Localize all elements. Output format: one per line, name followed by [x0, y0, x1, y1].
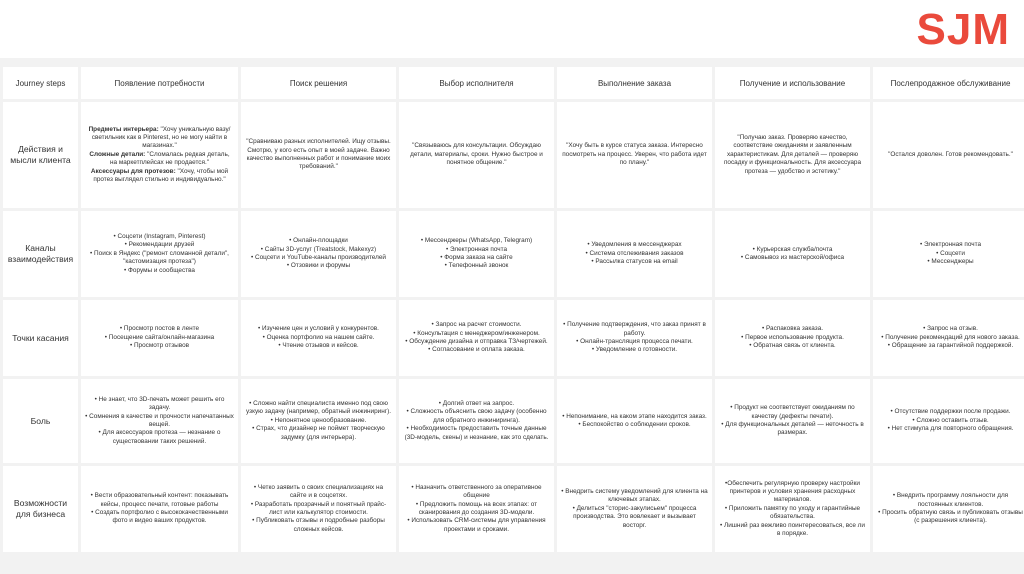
cell-line-text: • Форма заказа на сайте: [440, 254, 513, 261]
cell-line: [245, 417, 392, 425]
cell-line: [403, 425, 550, 442]
cell-line-text: • Соцсети и YouTube-каналы производителей: [251, 254, 386, 261]
journey-cell: [399, 102, 554, 208]
cell-line-text: • Обращение за гарантийной поддержкой.: [887, 342, 1014, 350]
cell-line-text: • Изучение цен и условий у конкурентов.: [258, 325, 379, 333]
cell-line-text: • Сложность объяснить свою задачу (особенно для обратного инжиниринга).: [406, 408, 547, 424]
cell-line: [403, 246, 550, 254]
cell-line-text: • Курьерская служба/почта: [752, 245, 833, 253]
journey-cell: [715, 300, 870, 376]
cell-line: [403, 142, 550, 167]
cell-line: [561, 338, 708, 346]
cell-line-text: • Получение подтверждения, что заказ принят в работу.: [563, 321, 706, 337]
cell-line: [561, 241, 708, 249]
cell-line-text: • Страх, что дизайнер не поймет творческую задумку (для интерьера).: [252, 425, 385, 441]
cell-line: [85, 429, 234, 446]
cell-line-text: • Для функциональных деталей — неточность в размерах.: [721, 421, 864, 437]
cell-line: [877, 425, 1024, 433]
journey-cell: [873, 379, 1024, 463]
journey-row: [3, 379, 1024, 463]
cell-line: [877, 408, 1024, 416]
cell-line-text: • Мессенджеры (WhatsApp, Telegram): [420, 237, 533, 245]
row-header: Точки касания: [3, 300, 78, 376]
cell-line-text: • Рассылка статусов на email: [591, 258, 678, 266]
journey-cell: [399, 211, 554, 297]
cell-line-text: • Сайты 3D-услуг (Treatstock, Makexyz): [260, 245, 377, 253]
cell-line-text: "Сломалась редкая деталь, на маркетплейсах не продается.": [110, 150, 230, 167]
cell-line: [877, 258, 1024, 266]
cell-line: [403, 321, 550, 329]
cell-line: [719, 254, 866, 262]
cell-line: [85, 492, 234, 509]
cell-line-text: • Не знает, что 3D-печать может решить его задачу.: [94, 395, 225, 412]
cell-line: [719, 404, 866, 421]
cell-line-text: • Телефонный звонок: [444, 262, 509, 270]
cell-line: [561, 413, 708, 421]
header-row: [3, 67, 1024, 99]
journey-cell: [873, 102, 1024, 208]
column-header-receipt: Получение и использование: [715, 67, 870, 99]
cell-line: [403, 517, 550, 534]
brand-logo: SJM: [916, 5, 1010, 54]
cell-line-text: • Создать портфолио с высококачественными фото и видео ваших продуктов.: [91, 509, 228, 525]
cell-line: [403, 237, 550, 245]
cell-line-text: • Уведомления в мессенджерах: [587, 241, 682, 249]
cell-line: [403, 501, 550, 518]
cell-line-text: • Отсутствие поддержки после продажи.: [890, 408, 1011, 416]
cell-line: [245, 484, 392, 501]
cell-line-text: • Назначить ответственного за оперативное общение: [411, 483, 542, 500]
row-header: Действия и мысли клиента: [3, 102, 78, 208]
journey-cell: [873, 300, 1024, 376]
journey-row: [3, 211, 1024, 297]
cell-line: [85, 151, 234, 168]
cell-line: [719, 134, 866, 176]
journey-cell: [557, 379, 712, 463]
journey-cell: [715, 102, 870, 208]
cell-line: [85, 342, 234, 350]
cell-line-text: "Хочу, чтобы мой протез выглядел стильно и индивидуально.": [93, 167, 229, 184]
cell-line-text: • Просмотр отзывов: [129, 342, 190, 350]
cell-line-text: • Запрос на расчет стоимости.: [431, 321, 522, 329]
cell-line-text: • Просмотр постов в ленте: [119, 325, 200, 333]
cell-line-text: • Форумы и сообщества: [124, 266, 195, 274]
cell-line-text: • Консультация с менеджером/инженером.: [413, 329, 540, 337]
cell-line-text: "Получаю заказ. Проверяю качество, соответствие ожиданиям и заявленным характеристикам. Для деталей — проверяю посадку и функциональность. Для аксессуара протеза — удобство и эстетику.": [723, 133, 862, 175]
journey-cell: [715, 211, 870, 297]
cell-line: [85, 250, 234, 267]
corner-label: Journey steps: [3, 67, 78, 99]
cell-line-text: • Предложить помощь на всех этапах: от сканирования до создания 3D-модели.: [415, 500, 538, 516]
row-header: Боль: [3, 379, 78, 463]
cell-line-text: "Хочу уникальную вазу/светильник как в Pinterest, но не могу найти в магазинах.": [91, 125, 231, 150]
cell-line-text: • Сомнения в качестве и прочности напечатанных вещей.: [85, 412, 234, 428]
journey-map-table: [0, 64, 1024, 555]
cell-line-text: • Непонятное ценообразование.: [270, 416, 367, 424]
cell-line: [403, 346, 550, 354]
cell-line-text: • Чтение отзывов и кейсов.: [278, 342, 359, 350]
journey-cell: [241, 379, 396, 463]
cell-line: [85, 325, 234, 333]
cell-line: [85, 396, 234, 413]
cell-line: [85, 267, 234, 275]
cell-line: [877, 334, 1024, 342]
cell-line: [561, 488, 708, 505]
cell-line: [719, 325, 866, 333]
cell-line-text: • Рекомендации друзей: [124, 241, 195, 249]
cell-line: [561, 346, 708, 354]
journey-cell: [715, 379, 870, 463]
cell-line: [85, 126, 234, 151]
journey-row: [3, 300, 1024, 376]
journey-cell: [241, 466, 396, 552]
cell-line: [85, 413, 234, 430]
cell-line-text: • Приложить памятку по уходу и гарантийные обязательства.: [724, 504, 861, 521]
journey-cell: [241, 300, 396, 376]
cell-line: [719, 334, 866, 342]
cell-line-text: • Согласование и оплата заказа.: [428, 346, 525, 354]
cell-line-text: •Обеспечить регулярную проверку настройки принтеров и условия хранения расходных материалов.: [725, 479, 860, 504]
cell-line: [85, 241, 234, 249]
cell-line: [245, 138, 392, 172]
cell-line: [245, 325, 392, 333]
journey-cell: [715, 466, 870, 552]
cell-line-text: • Делиться "сторис-закулисьем" процесса производства. Это вовлекает и вызывает восторг.: [572, 504, 697, 529]
cell-line: [561, 142, 708, 167]
cell-line: [403, 330, 550, 338]
journey-cell: [241, 102, 396, 208]
cell-line-text: • Поиск в Яндекс ("ремонт сломанной детали", "кастомизация протеза"): [90, 249, 229, 266]
journey-cell: [81, 466, 238, 552]
cell-line: [85, 509, 234, 526]
cell-line-text: • Сложно найти специалиста именно под свою узкую задачу (например, обратный инжиниринг).: [245, 399, 392, 416]
journey-row: [3, 102, 1024, 208]
journey-row: [3, 466, 1024, 552]
cell-line: [877, 509, 1024, 526]
cell-line: [245, 425, 392, 442]
cell-line-text: • Публиковать отзывы и подробные разборы сложных кейсов.: [252, 517, 385, 533]
journey-cell: [81, 102, 238, 208]
cell-line: [561, 505, 708, 530]
cell-line-text: • Онлайн-трансляция процесса печати.: [576, 338, 693, 345]
journey-cell: [399, 300, 554, 376]
cell-line: [719, 342, 866, 350]
journey-cell: [557, 300, 712, 376]
cell-line-text: • Непонимание, на каком этапе находится заказ.: [562, 412, 707, 420]
cell-line: [719, 246, 866, 254]
cell-line-text: • Беспокойство о соблюдении сроков.: [578, 421, 691, 428]
cell-line-text: • Распаковка заказа.: [761, 325, 824, 333]
cell-line: [245, 254, 392, 262]
cell-line-text: "Сравниваю разных исполнителей. Ищу отзывы. Смотрю, у кого есть опыт в моей задаче. Важно качество выполненных работ и понимание моих требований.": [246, 138, 391, 171]
journey-cell: [399, 379, 554, 463]
cell-line: [245, 237, 392, 245]
cell-line-text: • Система отслеживания заказов: [585, 249, 684, 257]
cell-line-text: "Хочу быть в курсе статуса заказа. Интересно посмотреть на процесс. Уверен, что работа идет по плану.": [562, 142, 707, 167]
cell-line: [245, 246, 392, 254]
cell-line: [403, 338, 550, 346]
cell-line-text: • Отзовики и форумы: [286, 262, 351, 270]
cell-line-text: • Использовать CRM-системы для управления проектами и сроками.: [407, 517, 546, 533]
cell-line-text: • Обратная связь от клиента.: [749, 342, 836, 350]
cell-line: [245, 342, 392, 350]
cell-line-text: • Посещение сайта/онлайн-магазина: [104, 333, 215, 341]
cell-line-text: • Четко заявить о своих специализациях на сайте и в соцсетях.: [253, 483, 384, 500]
cell-line: [877, 325, 1024, 333]
cell-line-text: • Соцсети: [936, 249, 965, 257]
cell-line: [719, 522, 866, 539]
journey-cell: [873, 466, 1024, 552]
cell-line: [561, 421, 708, 429]
journey-cell: [81, 300, 238, 376]
cell-line-text: • Необходимость предоставить точные данные (3D-модель, скены) и незнание, как это сделать.: [404, 425, 549, 441]
page-header: [0, 0, 1024, 56]
cell-line: [403, 484, 550, 501]
cell-line-text: • Получение рекомендаций для нового заказа.: [881, 333, 1020, 341]
cell-line-text: "Остался доволен. Готов рекомендовать.": [888, 150, 1013, 158]
cell-line-text: • Самовывоз из мастерской/офиса: [740, 254, 845, 261]
cell-line-text: • Внедрить систему уведомлений для клиента на ключевых этапах.: [561, 487, 708, 504]
cell-line-text: • Уведомление о готовности.: [591, 346, 678, 354]
cell-line-text: • Внедрить программу лояльности для постоянных клиентов.: [892, 492, 1009, 508]
cell-line: [877, 151, 1024, 159]
cell-line-text: • Первое использование продукта.: [741, 333, 844, 341]
cell-line-text: • Нет стимула для повторного обращения.: [887, 425, 1014, 433]
cell-line: [719, 480, 866, 505]
journey-cell: [873, 211, 1024, 297]
cell-line-text: • Долгий ответ на запрос.: [438, 399, 515, 407]
cell-line-text: • Продукт не соответствует ожиданиям по качеству (дефекты печати).: [730, 404, 855, 420]
cell-line-text: • Онлайн-площадки: [289, 237, 348, 245]
cell-line-label: Сложные детали:: [89, 150, 148, 158]
cell-line-text: • Лишний раз вежливо поинтересоваться, все ли в порядке.: [720, 521, 865, 538]
cell-line-text: • Запрос на отзыв.: [923, 325, 978, 333]
row-header: Каналы взаимодействия: [3, 211, 78, 297]
cell-line-text: • Мессенджеры: [927, 258, 974, 266]
cell-line-text: "Связываюсь для консультации. Обсуждаю детали, материалы, сроки. Нужно быстрое и понятное общение.": [410, 142, 543, 167]
journey-cell: [557, 211, 712, 297]
cell-line-text: • Вести образовательный контент: показывать кейсы, процесс печати, готовые работы: [90, 492, 229, 508]
cell-line-label: Аксессуары для протезов:: [90, 167, 178, 175]
cell-line-text: • Соцсети (Instagram, Pinterest): [113, 232, 206, 240]
cell-line: [245, 400, 392, 417]
cell-line: [877, 342, 1024, 350]
journey-cell: [557, 466, 712, 552]
journey-cell: [241, 211, 396, 297]
column-header-aftersales: Послепродажное обслуживание: [873, 67, 1024, 99]
cell-line: [561, 250, 708, 258]
journey-cell: [81, 211, 238, 297]
cell-line: [85, 168, 234, 185]
cell-line-text: • Для аксессуаров протеза — незнание о существовании таких решений.: [98, 429, 221, 445]
journey-map-board: [0, 58, 1024, 574]
cell-line: [403, 262, 550, 270]
cell-line: [245, 262, 392, 270]
cell-line: [877, 417, 1024, 425]
cell-line-label: Предметы интерьера:: [88, 125, 161, 133]
column-header-need: Появление потребности: [81, 67, 238, 99]
cell-line-text: • Электронная почта: [919, 241, 982, 249]
cell-line: [877, 241, 1024, 249]
cell-line: [85, 334, 234, 342]
cell-line: [719, 505, 866, 522]
cell-line: [561, 258, 708, 266]
column-header-search: Поиск решения: [241, 67, 396, 99]
cell-line: [561, 321, 708, 338]
cell-line-text: • Обсуждение дизайна и отправка ТЗ/чертежей.: [405, 338, 548, 345]
cell-line: [245, 334, 392, 342]
row-header: Возможности для бизнеса: [3, 466, 78, 552]
cell-line: [719, 421, 866, 438]
cell-line: [245, 501, 392, 518]
journey-cell: [81, 379, 238, 463]
cell-line-text: • Просить обратную связь и публиковать отзывы (с разрешения клиента).: [878, 509, 1023, 525]
cell-line-text: • Сложно оставить отзыв.: [912, 416, 989, 424]
cell-line: [877, 492, 1024, 509]
cell-line-text: • Оценка портфолио на нашем сайте.: [262, 333, 375, 341]
cell-line: [403, 408, 550, 425]
journey-cell: [399, 466, 554, 552]
column-header-choice: Выбор исполнителя: [399, 67, 554, 99]
cell-line: [245, 517, 392, 534]
cell-line-text: • Электронная почта: [445, 245, 508, 253]
cell-line-text: • Разработать прозрачный и понятный прайс-лист или калькулятор стоимости.: [250, 500, 387, 516]
column-header-fulfillment: Выполнение заказа: [557, 67, 712, 99]
cell-line: [877, 250, 1024, 258]
journey-cell: [557, 102, 712, 208]
